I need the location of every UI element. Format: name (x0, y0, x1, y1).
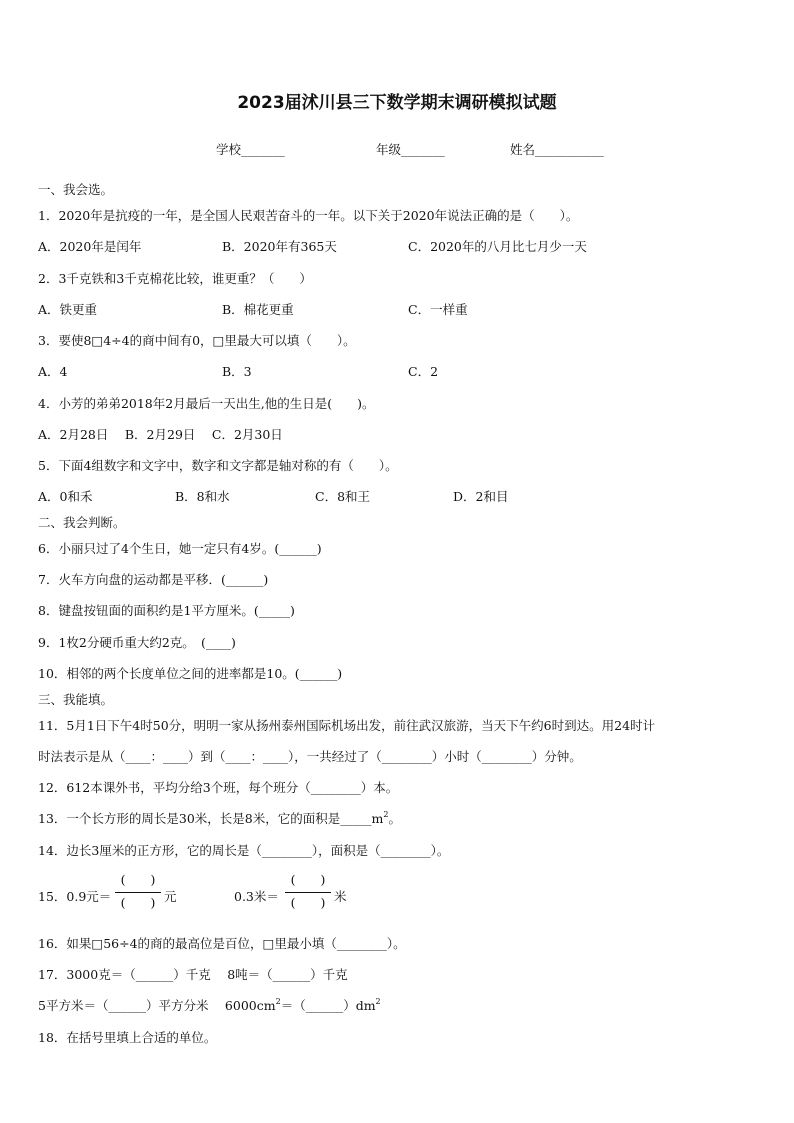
question-16: 16．如果□56÷4的商的最高位是百位，□里最小填（________）。 (38, 936, 406, 951)
q15-fraction-1[interactable] (114, 872, 162, 913)
fraction-bar (115, 892, 161, 893)
q15-right-label: 0.3米＝ (234, 889, 279, 904)
q3-option-c[interactable]: C．2 (408, 364, 439, 379)
q15-fraction-2[interactable] (284, 872, 332, 913)
question-6: 6．小丽只过了4个生日，她一定只有4岁。(______) (38, 541, 322, 556)
q2-option-c[interactable]: C．一样重 (408, 302, 468, 317)
section-heading: 二、我会判断。 (38, 515, 126, 530)
q2-option-a[interactable]: A．铁更重 (38, 302, 98, 317)
q5-option-b[interactable]: B．8和水 (175, 489, 230, 504)
q4-options[interactable]: A．2月28日 B．2月29日 C．2月30日 (38, 427, 283, 442)
q15-left-unit: 元 (164, 889, 177, 904)
page-title: 2023届沭川县三下数学期末调研模拟试题 (237, 93, 557, 113)
fraction-denominator[interactable]: ( ) (120, 895, 156, 910)
question-13: 13．一个长方形的周长是30米，长是8米，它的面积是$\_\_\_\_\_m^2$。 (38, 810, 401, 826)
fraction-bar (285, 892, 331, 893)
fraction-denominator[interactable]: ( ) (290, 895, 326, 910)
q5-option-d[interactable]: D．2和目 (453, 489, 509, 504)
question-8: 8．键盘按钮面的面积约是1平方厘米。(_____) (38, 603, 295, 618)
q1-option-a[interactable]: A．2020年是闰年 (38, 239, 142, 254)
question-10: 10．相邻的两个长度单位之间的进率都是10。(______) (38, 666, 343, 681)
question-7: 7．火车方向盘的运动都是平移．(______) (38, 572, 269, 587)
section-heading: 三、我能填。 (38, 692, 114, 707)
q1-option-c[interactable]: C．2020年的八月比七月少一天 (408, 239, 587, 254)
question-14: 14．边长3厘米的正方形，它的周长是（________），面积是（________）。 (38, 843, 450, 858)
question-11-line2: 时法表示是从（____：____）到（____：____），一共经过了（________）小时（________）分钟。 (38, 749, 582, 764)
question-2: 2．3千克铁和3千克棉花比较，谁更重？（ ） (38, 271, 312, 286)
fraction-numerator[interactable]: ( ) (290, 872, 326, 887)
question-5: 5．下面4组数字和文字中，数字和文字都是轴对称的有（ ）。 (38, 458, 398, 473)
school-field[interactable]: 学校_______ (216, 142, 285, 157)
q1-option-b[interactable]: B．2020年有365天 (222, 239, 337, 254)
fraction-numerator[interactable]: ( ) (120, 872, 156, 887)
question-3: 3．要使8□4÷4的商中间有0，□里最大可以填（ ）。 (38, 333, 356, 348)
question-12: 12．612本课外书，平均分给3个班，每个班分（________）本。 (38, 780, 399, 795)
q3-option-b[interactable]: B．3 (222, 364, 252, 379)
q3-option-a[interactable]: A．4 (38, 364, 68, 379)
grade-field[interactable]: 年级_______ (376, 142, 445, 157)
q15-right-unit: 米 (334, 889, 347, 904)
question-9: 9．1枚2分硬币重大约2克。 (____) (38, 635, 236, 650)
section-heading: 一、我会选。 (38, 182, 114, 197)
question-17-line2: 5平方米＝（______）平方分米 $6000cm^2=(\_\_\_\_\_\_)dm^2$ (38, 997, 381, 1013)
question-4: 4．小芳的弟弟2018年2月最后一天出生,他的生日是( )。 (38, 396, 375, 411)
question-18: 18．在括号里填上合适的单位。 (38, 1030, 217, 1045)
q15-left-label: 15．0.9元＝ (38, 889, 112, 904)
question-1: 1．2020年是抗疫的一年，是全国人民艰苦奋斗的一年。以下关于2020年说法正确的是（ ）。 (38, 208, 579, 223)
name-field[interactable]: 姓名___________ (510, 142, 604, 157)
q5-option-a[interactable]: A．0和禾 (38, 489, 93, 504)
question-11-line1: 11．5月1日下午4时50分，明明一家从扬州泰州国际机场出发，前往武汉旅游，当天下午约6时到达。用24时计 (38, 718, 656, 733)
q5-option-c[interactable]: C．8和王 (315, 489, 371, 504)
question-17: 17．3000克＝（______）千克 8吨＝（______）千克 (38, 967, 348, 982)
q2-option-b[interactable]: B．棉花更重 (222, 302, 294, 317)
